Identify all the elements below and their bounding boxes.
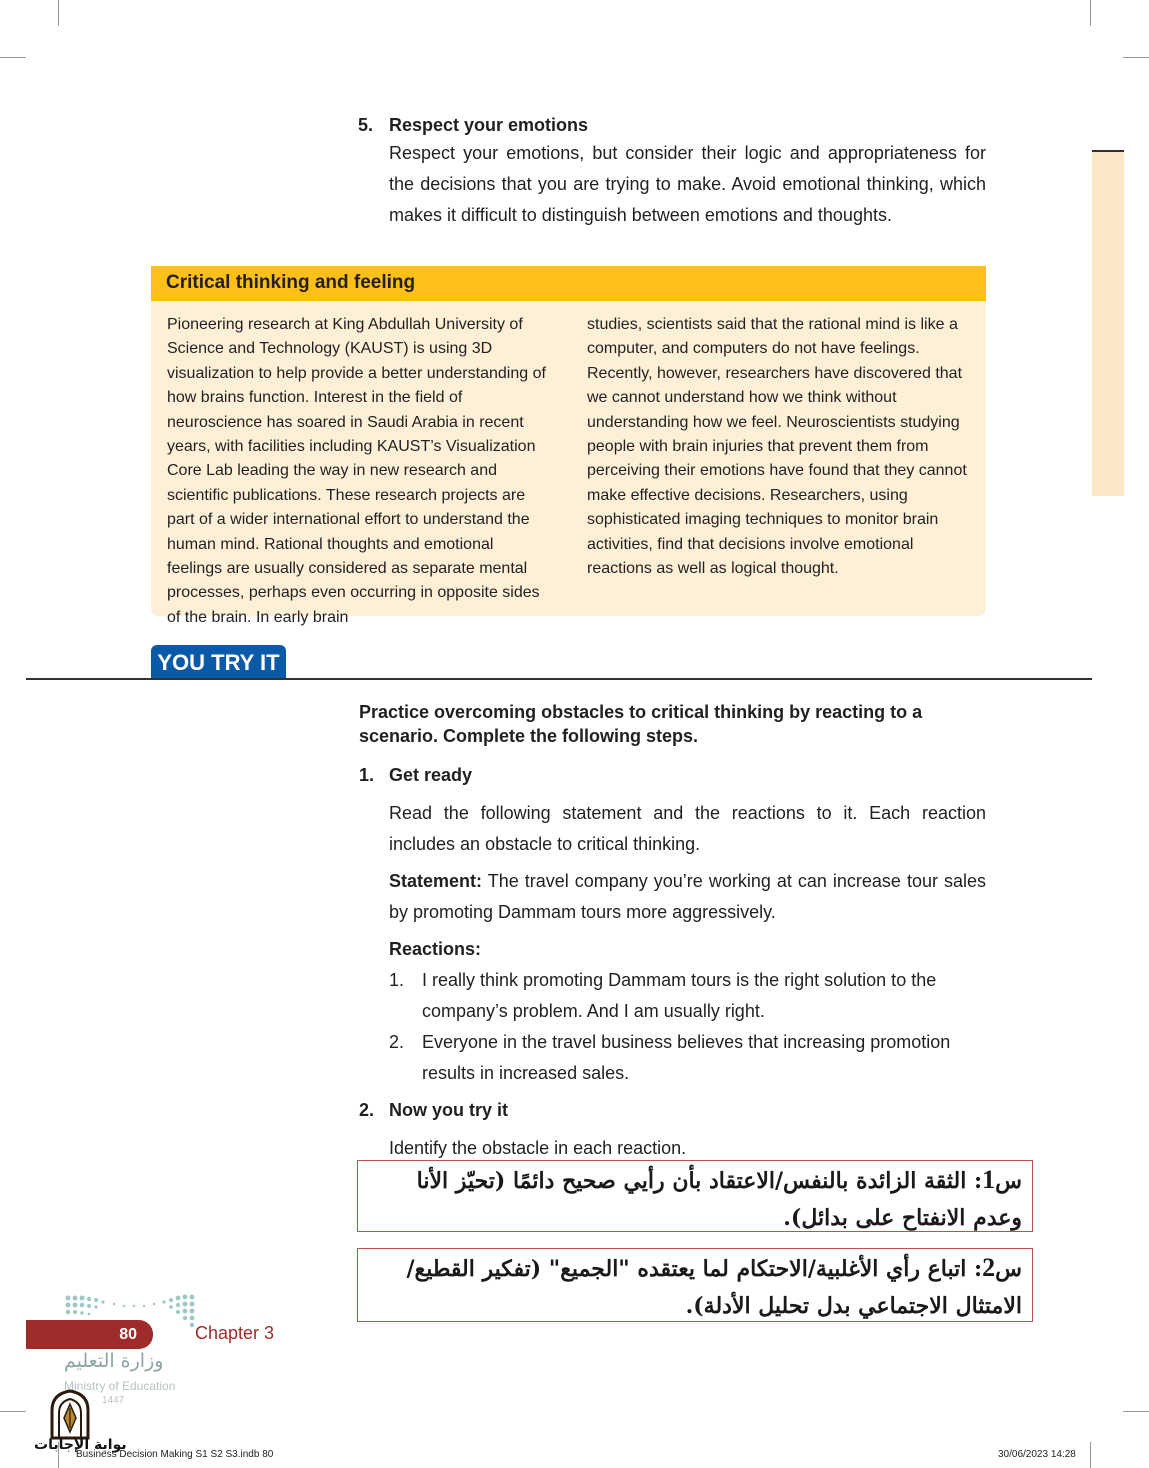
crop-mark: [0, 1411, 26, 1412]
step-1-heading: [359, 762, 986, 788]
section-divider: [26, 678, 1092, 680]
side-tab: [1092, 150, 1124, 496]
feature-box-column-right: [587, 313, 967, 630]
list-number: 1.: [389, 970, 405, 990]
feature-box-text-right: studies, scientists said that the rational mind is like a computer, and computers do not have feelings. Recently, however, researchers have discovered that we cannot understand how we think without understanding how we feel. Neuroscientists studying people with brain injuries that prevent them from perceiving their emotions have found that they cannot make effective decisions. Researchers, using sophisticated imaging techniques to monitor brain activities, find that decisions involve emotional reactions as well as logical thought.: [587, 316, 967, 578]
list-item: [389, 1027, 986, 1089]
answer-box-1: [357, 1160, 1033, 1232]
crop-mark: [1123, 1411, 1149, 1412]
crop-mark: [1090, 1442, 1091, 1468]
feature-box-column-left: [167, 313, 547, 630]
crop-mark: [0, 57, 26, 58]
print-slug-file: Business Decision Making S1 S2 S3.indb 80: [76, 1449, 274, 1460]
ministry-name-arabic: وزارة التعليم: [64, 1350, 164, 1372]
answer-q-number: 1: [982, 1165, 996, 1194]
step-title: Now you try it: [389, 1100, 509, 1120]
list-text: Everyone in the travel business believes that increasing promotion results in increased sales.: [422, 1032, 951, 1083]
ministry-year: 1447: [102, 1395, 125, 1406]
section-heading: [358, 112, 986, 138]
step-title: Get ready: [389, 765, 473, 785]
section-respect-emotions: [358, 112, 986, 231]
answer-text: : الثقة الزائدة بالنفس/الاعتقاد بأن رأيي صحيح دائمًا (تحيّز الأنا وعدم الانفتاح على بدائل).: [416, 1168, 1022, 1231]
answer-box-2: [357, 1248, 1033, 1322]
section-title: Respect your emotions: [389, 115, 589, 135]
statement-label: Statement:: [389, 871, 483, 891]
you-try-it-body: [359, 700, 986, 1170]
you-try-it-tag: YOU TRY IT: [151, 645, 286, 680]
step-number: 2.: [359, 1100, 375, 1120]
print-slug-date: 30/06/2023 14:28: [998, 1449, 1076, 1460]
feature-box: [151, 266, 986, 626]
answer-q-number: 2: [982, 1253, 996, 1282]
statement: [389, 866, 986, 928]
reactions-label: Reactions:: [389, 939, 482, 959]
step-1-body: Read the following statement and the reactions to it. Each reaction includes an obstacle to critical thinking.: [389, 803, 986, 854]
answer-q-letter: س: [995, 1168, 1022, 1194]
feature-box-columns: [151, 301, 986, 630]
crop-mark: [58, 0, 59, 26]
brand-logo-icon: [48, 1388, 92, 1440]
page-number: 80: [26, 1320, 153, 1349]
step-2-heading: [359, 1097, 986, 1123]
step-2-body: Identify the obstacle in each reaction.: [389, 1138, 687, 1158]
section-body: Respect your emotions, but consider their logic and appropriateness for the decisions that you are trying to make. Avoid emotional thinking, which makes it difficult to distinguish between emotions and thoughts.: [389, 143, 986, 225]
step-number: 1.: [359, 765, 375, 785]
reactions-list: [389, 965, 986, 1089]
chapter-label: Chapter 3: [195, 1323, 275, 1343]
activity-intro: Practice overcoming obstacles to critical thinking by reacting to a scenario. Complete the following steps.: [359, 702, 923, 746]
feature-box-text-left: Pioneering research at King Abdullah University of Science and Technology (KAUST) is using 3D visualization to help provide a better understanding of how brains function. Interest in the field of neuroscience has soared in Saudi Arabia in recent years, with facilities including KAUST’s Visualization Core Lab leading the way in new research and scientific publications. These research projects are part of a wider international effort to understand the human mind. Rational thoughts and emotional feelings are usually considered as separate mental processes, perhaps even occurring in opposite sides of the brain. In early brain: [167, 316, 546, 626]
brand-name: بوابة الإجابات: [34, 1437, 127, 1453]
answer-q-letter: س: [995, 1256, 1022, 1282]
answer-text: : اتباع رأي الأغلبية/الاحتكام لما يعتقده "الجميع" (تفكير القطيع/الامتثال الاجتماعي بدل تحليل الأدلة).: [406, 1256, 1022, 1319]
feature-box-title: Critical thinking and feeling: [151, 266, 986, 301]
ministry-name-english: Ministry of Education: [64, 1379, 176, 1393]
list-item: [389, 965, 986, 1027]
side-tab-rule: [1092, 150, 1124, 152]
list-number: 2.: [389, 1032, 405, 1052]
statement-text: The travel company you’re working at can increase tour sales by promoting Dammam tours more aggressively.: [389, 871, 986, 922]
section-number: 5.: [358, 115, 374, 135]
crop-mark: [1090, 0, 1091, 26]
crop-mark: [1123, 57, 1149, 58]
list-text: I really think promoting Dammam tours is the right solution to the company’s problem. And I am usually right.: [422, 970, 937, 1021]
